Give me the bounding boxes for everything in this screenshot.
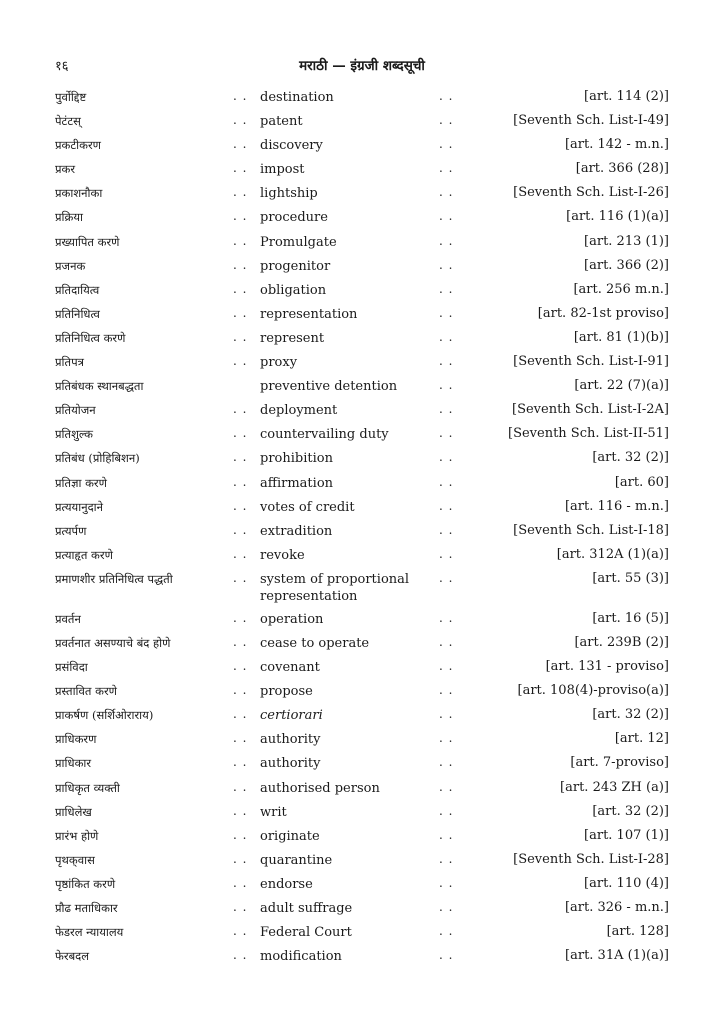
marathi-term: प्रतिशुल्क [55,427,93,442]
article-reference: [art. 128] [606,924,669,940]
glossary-entry [55,544,669,568]
leader-dots: . . [439,546,454,561]
marathi-term: प्रकर [55,162,76,177]
leader-dots: . . [233,426,248,441]
leader-dots: . . [439,610,454,625]
leader-dots: . . [233,546,248,561]
glossary-entry [55,752,669,776]
english-term: quarantine [260,852,333,868]
page-header [55,56,669,78]
english-term: represent [260,330,325,346]
article-reference: [art. 12] [614,731,669,747]
english-term: discovery [260,138,323,154]
article-reference: [art. 82-1st proviso] [537,305,669,321]
article-reference: [art. 131 - proviso] [545,659,669,675]
marathi-term: प्रत्ययानुदाने [55,499,104,514]
marathi-term: प्राधिकार [55,756,92,771]
leader-dots: . . [439,137,454,152]
english-term: patent [260,114,303,130]
article-reference: [art. 7-proviso] [570,755,669,771]
article-reference: [Seventh Sch. List-I-18] [513,522,669,538]
article-reference: [Seventh Sch. List-II-51] [508,426,669,442]
leader-dots: . . [439,522,454,537]
article-reference: [Seventh Sch. List-I-49] [513,113,669,129]
marathi-term: प्रतिपत्र [55,355,84,370]
article-reference: [art. 366 (2)] [584,257,669,273]
marathi-term: पुर्वोद्दिष्ट [55,90,87,104]
leader-dots: . . [233,89,248,103]
leader-dots: . . [439,281,454,296]
english-term: operation [260,611,324,627]
glossary-entry [55,110,669,134]
glossary-entry [55,327,669,351]
marathi-term: फेडरल न्यायालय [55,925,124,940]
english-term: destination [260,90,334,105]
glossary-entry [55,279,669,303]
english-term: adult suffrage [260,901,353,916]
leader-dots: . . [439,924,454,939]
glossary-entry [55,632,669,656]
english-term: originate [260,828,320,844]
leader-dots: . . [233,522,248,537]
english-term: authorised person [260,780,380,796]
english-term: certiorari [260,708,323,724]
marathi-term: प्रवर्तन [55,611,81,626]
marathi-term: पृथक्‌वास [55,852,95,867]
leader-dots: . . [439,113,454,128]
english-term: votes of credit [260,499,355,515]
leader-dots: . . [439,378,454,393]
english-term: representation [260,306,358,322]
leader-dots: . . [233,803,248,818]
leader-dots: . . [233,948,248,963]
leader-dots: . . [233,900,248,914]
glossary-entry [55,777,669,801]
article-reference: [art. 142 - m.n.] [564,137,669,153]
leader-dots: . . [233,281,248,296]
leader-dots: . . [233,185,248,200]
leader-dots: . . [233,683,248,698]
glossary-entry [55,608,669,632]
leader-dots: . . [439,659,454,674]
glossary-entry [55,182,669,206]
article-reference: [art. 107 (1)] [584,827,669,843]
leader-dots: . . [439,875,454,890]
article-reference: [art. 81 (1)(b)] [573,329,669,345]
leader-dots: . . [439,450,454,465]
english-term: Federal Court [260,925,352,941]
article-reference: [art. 108(4)-proviso(a)] [517,683,669,699]
leader-dots: . . [439,354,454,369]
leader-dots: . . [233,233,248,248]
article-reference: [art. 55 (3)] [592,570,669,586]
leader-dots: . . [439,900,454,914]
leader-dots: . . [233,402,248,417]
leader-dots: . . [439,683,454,698]
glossary-entry [55,568,669,608]
article-reference: [art. 366 (28)] [575,161,669,177]
leader-dots: . . [439,402,454,417]
article-reference: [art. 32 (2)] [592,803,669,819]
glossary-entry [55,801,669,825]
leader-dots: . . [233,257,248,272]
leader-dots: . . [233,610,248,625]
article-reference: [art. 60] [614,474,669,490]
english-term: authority [260,732,321,748]
glossary-entry [55,399,669,423]
leader-dots: . . [439,329,454,344]
english-term: propose [260,684,313,700]
leader-dots: . . [233,161,248,176]
glossary-entry [55,447,669,471]
english-term: deployment [260,403,338,419]
leader-dots: . . [439,209,454,224]
leader-dots: . . [439,498,454,513]
leader-dots: . . [439,948,454,963]
leader-dots: . . [233,305,248,320]
article-reference: [Seventh Sch. List-I-26] [513,185,669,201]
marathi-term: प्रजनक [55,258,86,273]
leader-dots: . . [233,779,248,794]
marathi-term: पेटंटस् [55,114,81,129]
english-term: impost [260,162,305,178]
glossary-entry [55,231,669,255]
marathi-term: प्रारंभ होणे [55,828,99,843]
article-reference: [art. 32 (2)] [592,450,669,466]
leader-dots: . . [439,185,454,200]
article-reference: [art. 116 (1)(a)] [566,209,669,225]
glossary-entry [55,656,669,680]
english-term: preventive detention [260,379,398,395]
article-reference: [art. 32 (2)] [592,707,669,723]
marathi-term: प्राधिलेख [55,804,92,819]
marathi-term: प्रतियोजन [55,403,96,418]
article-reference: [art. 256 m.n.] [573,281,669,297]
english-term: Promulgate [260,234,337,250]
marathi-term: प्रतिदायित्व [55,282,100,297]
marathi-term: प्रकटीकरण [55,138,101,153]
english-term: covenant [260,660,320,676]
leader-dots: . . [439,731,454,746]
english-term: proxy [260,355,298,371]
marathi-term: प्रक्रिया [55,210,84,225]
leader-dots: . . [439,634,454,649]
leader-dots: . . [439,707,454,722]
leader-dots: . . [233,498,248,513]
marathi-term: प्रतिनिधित्व करणे [55,330,126,345]
english-term: affirmation [260,475,334,491]
leader-dots: . . [233,450,248,465]
page-title: मराठी — इंग्रजी शब्दसूची [299,58,425,74]
leader-dots: . . [439,161,454,176]
marathi-term: प्राधिकृत व्यक्ती [55,780,120,795]
english-term: modification [260,949,342,965]
marathi-term: प्रमाणशीर प्रतिनिधित्व पद्धती [55,571,173,586]
marathi-term: प्रवर्तनात असण्याचे बंद होणे [55,635,171,650]
leader-dots: . . [233,659,248,674]
marathi-term: प्रतिज्ञा करणे [55,475,107,490]
article-reference: [art. 239B (2)] [574,634,669,650]
article-reference: [art. 31A (1)(a)] [565,948,669,964]
english-term: endorse [260,876,313,892]
article-reference: [art. 326 - m.n.] [564,900,669,915]
leader-dots: . . [439,233,454,248]
leader-dots: . . [233,474,248,489]
article-reference: [Seventh Sch. List-I-91] [513,354,669,370]
leader-dots: . . [233,113,248,128]
leader-dots: . . [439,426,454,441]
marathi-term: प्रत्याहृत करणे [55,547,113,562]
glossary-entry [55,873,669,897]
article-reference: [art. 22 (7)(a)] [574,378,669,394]
marathi-term: प्रतिबंधक स्थानबद्धता [55,379,144,394]
english-term: prohibition [260,451,333,467]
marathi-term: प्रतिबंध (प्रोहिबिशन) [55,451,140,466]
leader-dots: . . [233,827,248,842]
glossary-entry [55,825,669,849]
english-term: writ [260,804,287,820]
english-term: revoke [260,547,305,563]
english-term: progenitor [260,258,331,274]
marathi-term: प्राकर्षण (सर्शिओराराय) [55,708,154,723]
article-reference: [art. 16 (5)] [592,610,669,626]
glossary-entry [55,680,669,704]
english-term: obligation [260,282,327,298]
glossary-entry [55,351,669,375]
english-term: cease to operate [260,635,370,651]
marathi-term: प्रख्यापित करणे [55,234,120,249]
leader-dots: . . [233,924,248,939]
marathi-term: फेरबदल [55,949,90,964]
leader-dots: . . [439,851,454,866]
article-reference: [art. 213 (1)] [584,233,669,249]
glossary-list [55,86,669,969]
english-term: authority [260,756,321,772]
marathi-term: प्रत्यर्पण [55,523,87,538]
english-term: procedure [260,210,328,226]
glossary-entry [55,375,669,399]
leader-dots: . . [439,827,454,842]
leader-dots: . . [233,875,248,890]
leader-dots: . . [233,137,248,152]
english-term: extradition [260,523,333,539]
leader-dots: . . [233,329,248,344]
marathi-term: प्राधिकरण [55,732,97,747]
glossary-entry [55,303,669,327]
marathi-term: प्रतिनिधित्व [55,306,100,321]
glossary-entry [55,423,669,447]
leader-dots: . . [233,570,248,585]
leader-dots: . . [439,474,454,489]
leader-dots: . . [439,89,454,103]
glossary-entry [55,134,669,158]
article-reference: [art. 116 - m.n.] [564,498,669,514]
leader-dots: . . [233,731,248,746]
leader-dots: . . [233,851,248,866]
leader-dots: . . [439,779,454,794]
leader-dots: . . [439,803,454,818]
leader-dots: . . [233,354,248,369]
leader-dots: . . [439,257,454,272]
leader-dots: . . [439,755,454,770]
leader-dots: . . [233,707,248,722]
article-reference: [art. 312A (1)(a)] [556,546,669,562]
english-term: system of proportional representation [260,571,410,605]
glossary-entry [55,496,669,520]
english-term: countervailing duty [260,427,389,443]
article-reference: [art. 243 ZH (a)] [560,779,669,795]
glossary-entry [55,472,669,496]
marathi-term: प्रस्तावित करणे [55,684,117,699]
leader-dots: . . [439,305,454,320]
article-reference: [art. 114 (2)] [584,89,669,104]
page-number: १६ [55,59,69,74]
article-reference: [art. 110 (4)] [584,875,669,891]
article-reference: [Seventh Sch. List-I-2A] [512,402,669,418]
glossary-entry [55,86,669,110]
glossary-entry [55,704,669,728]
leader-dots: . . [439,570,454,585]
marathi-term: पृष्ठांकित करणे [55,876,116,891]
glossary-entry [55,945,669,969]
marathi-term: प्रकाशनौका [55,186,103,201]
english-term: lightship [260,186,318,202]
glossary-entry [55,520,669,544]
marathi-term: प्रौढ मताधिकार [55,901,118,915]
article-reference: [Seventh Sch. List-I-28] [513,851,669,867]
glossary-entry [55,728,669,752]
leader-dots: . . [233,634,248,649]
glossary-entry [55,849,669,873]
glossary-entry [55,921,669,945]
leader-dots: . . [233,209,248,224]
glossary-entry [55,897,669,921]
glossary-entry [55,206,669,230]
glossary-entry [55,158,669,182]
leader-dots: . . [233,755,248,770]
glossary-entry [55,255,669,279]
marathi-term: प्रसंविदा [55,660,88,675]
